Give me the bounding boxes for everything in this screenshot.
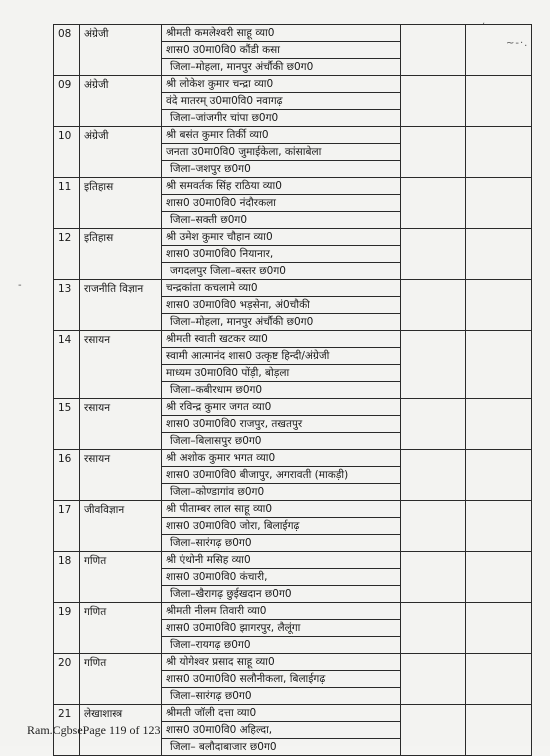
subject-cell: रसायन (80, 331, 162, 399)
teacher-details-cell (162, 229, 401, 280)
detail-line: श्रीमती नीलम तिवारी व्या0 (162, 603, 400, 620)
empty-cell (401, 229, 466, 280)
empty-cell (401, 501, 466, 552)
empty-cell (466, 654, 532, 705)
empty-cell (466, 705, 532, 756)
empty-cell (466, 552, 532, 603)
detail-line: जिला–कबीरधाम छ0ग0 (170, 384, 263, 396)
empty-cell (401, 399, 466, 450)
detail-line: शास0 उ0मा0वि0 जोरा, बिलाईगढ़ (162, 518, 400, 535)
subject-cell: गणित (80, 552, 162, 603)
table-row (54, 501, 532, 552)
subject-cell: जीवविज्ञान (80, 501, 162, 552)
table-row (54, 127, 532, 178)
teacher-details-cell (162, 399, 401, 450)
detail-line: शास0 उ0मा0वि0 झागरपुर, लैलूंगा (162, 620, 400, 637)
table-row (54, 178, 532, 229)
detail-line: श्री बसंत कुमार तिर्की व्या0 (162, 127, 400, 144)
empty-cell (401, 76, 466, 127)
empty-cell (466, 178, 532, 229)
subject-cell: गणित (80, 654, 162, 705)
detail-line: शास0 उ0मा0वि0 नंदौरकला (162, 195, 400, 212)
subject-cell: अंग्रेजी (80, 127, 162, 178)
empty-cell (401, 178, 466, 229)
detail-line: श्री समवर्तक सिंह राठिया व्या0 (162, 178, 400, 195)
page-footer: Ram.CgbsePage 119 of 123 (27, 723, 161, 737)
detail-line: श्री अशोक कुमार भगत व्या0 (162, 450, 400, 467)
detail-line: जिला–कोण्डागांव छ0ग0 (170, 486, 265, 498)
empty-cell (401, 450, 466, 501)
serial-number-cell: 15 (54, 399, 80, 450)
teacher-details-cell (162, 25, 401, 76)
empty-cell (466, 229, 532, 280)
detail-line: शास0 उ0मा0वि0 बीजापुर, अगरावती (माकड़ी) (162, 467, 400, 484)
detail-line: जिला–खैरागढ़ छुईखदान छ0ग0 (170, 588, 292, 600)
teacher-details-cell (162, 654, 401, 705)
detail-line: स्वामी आत्मानंद शास0 उत्कृष्ट हिन्दी/अंग्रेजी (162, 348, 400, 365)
subject-cell: इतिहास (80, 229, 162, 280)
detail-line: जिला–सक्ती छ0ग0 (170, 214, 247, 226)
table-row (54, 654, 532, 705)
table-row (54, 25, 532, 76)
empty-cell (466, 127, 532, 178)
empty-cell (466, 603, 532, 654)
serial-number-cell: 20 (54, 654, 80, 705)
table-row (54, 552, 532, 603)
detail-line: श्री लोकेश कुमार चन्द्रा व्या0 (162, 76, 400, 93)
serial-number-cell: 13 (54, 280, 80, 331)
empty-cell (466, 501, 532, 552)
serial-number-cell: 11 (54, 178, 80, 229)
detail-line: शास0 उ0मा0वि0 सलौनीकला, बिलाईगढ़ (162, 671, 400, 688)
pen-mark: ʻ (482, 22, 486, 33)
detail-line: जिला–मोहला, मानपुर अंर्चौकी छ0ग0 (170, 61, 314, 73)
empty-cell (466, 280, 532, 331)
serial-number-cell: 10 (54, 127, 80, 178)
table-row (54, 229, 532, 280)
teacher-details-cell (162, 501, 401, 552)
detail-line: श्री पीताम्बर लाल साहू व्या0 (162, 501, 400, 518)
detail-line: श्री उमेश कुमार चौहान व्या0 (162, 229, 400, 246)
empty-cell (401, 127, 466, 178)
detail-line: शास0 उ0मा0वि0 कंचारी, (162, 569, 400, 586)
serial-number-cell: 18 (54, 552, 80, 603)
detail-line: वंदे मातरम् उ0मा0वि0 नवागढ़ (162, 93, 400, 110)
detail-line: शास0 उ0मा0वि0 भड़सेना, अं0चौकी (162, 297, 400, 314)
empty-cell (466, 76, 532, 127)
detail-line: चन्द्रकांता कचलामे व्या0 (162, 280, 400, 297)
subject-cell: अंग्रेजी (80, 76, 162, 127)
detail-line: जिला–सारंगढ़ छ0ग0 (170, 537, 252, 549)
detail-line: शास0 उ0मा0वि0 अहिल्दा, (162, 722, 400, 739)
detail-line: जिला–मोहला, मानपुर अंर्चौकी छ0ग0 (170, 316, 314, 328)
detail-line: शास0 उ0मा0वि0 कौंडी कसा (162, 42, 400, 59)
serial-number-cell: 21 (54, 705, 80, 756)
empty-cell (401, 331, 466, 399)
detail-line: जिला–रायगढ़ छ0ग0 (170, 639, 251, 651)
detail-line: जिला– बलौदाबाजार छ0ग0 (170, 741, 277, 753)
table-row (54, 603, 532, 654)
empty-cell (466, 331, 532, 399)
subject-cell: राजनीति विज्ञान (80, 280, 162, 331)
serial-number-cell: 16 (54, 450, 80, 501)
teacher-details-cell (162, 603, 401, 654)
detail-line: शास0 उ0मा0वि0 राजपुर, तखतपुर (162, 416, 400, 433)
detail-line: श्री योगेश्वर प्रसाद साहू व्या0 (162, 654, 400, 671)
empty-cell (401, 603, 466, 654)
teacher-details-cell (162, 76, 401, 127)
teacher-details-cell (162, 331, 401, 399)
pen-mark: - (18, 280, 22, 291)
empty-cell (401, 280, 466, 331)
detail-line: जिला–जशपुर छ0ग0 (170, 163, 251, 175)
empty-cell (466, 399, 532, 450)
teacher-details-cell (162, 280, 401, 331)
pen-mark: ~-·. (506, 38, 529, 49)
detail-line: श्री रविन्द्र कुमार जगत व्या0 (162, 399, 400, 416)
teacher-details-cell (162, 705, 401, 756)
subject-cell: इतिहास (80, 178, 162, 229)
table-row (54, 331, 532, 399)
detail-line: श्रीमती जॉली दत्ता व्या0 (162, 705, 400, 722)
subject-cell: रसायन (80, 450, 162, 501)
serial-number-cell: 19 (54, 603, 80, 654)
empty-cell (401, 654, 466, 705)
subject-cell: रसायन (80, 399, 162, 450)
detail-line: जगदलपुर जिला–बस्तर छ0ग0 (170, 265, 286, 277)
detail-line: शास0 उ0मा0वि0 नियानार, (162, 246, 400, 263)
empty-cell (466, 25, 532, 76)
serial-number-cell: 17 (54, 501, 80, 552)
empty-cell (401, 705, 466, 756)
empty-cell (401, 552, 466, 603)
detail-line: माध्यम उ0मा0वि0 पोंड़ी, बोड़ला (162, 365, 400, 382)
empty-cell (466, 450, 532, 501)
detail-line: जिला–बिलासपुर छ0ग0 (170, 435, 262, 447)
table-row (54, 76, 532, 127)
teacher-list-table (53, 24, 532, 756)
detail-line: श्रीमती स्वाती खटकर व्या0 (162, 331, 400, 348)
serial-number-cell: 14 (54, 331, 80, 399)
detail-line: जनता उ0मा0वि0 जुमाईकेला, कांसाबेला (162, 144, 400, 161)
teacher-details-cell (162, 178, 401, 229)
detail-line: श्री एंथोनी मसिह व्या0 (162, 552, 400, 569)
detail-line: श्रीमती कमलेश्वरी साहू व्या0 (162, 25, 400, 42)
subject-cell: गणित (80, 603, 162, 654)
detail-line: जिला–सारंगढ़ छ0ग0 (170, 690, 252, 702)
teacher-details-cell (162, 552, 401, 603)
serial-number-cell: 12 (54, 229, 80, 280)
table-row (54, 450, 532, 501)
teacher-details-cell (162, 450, 401, 501)
serial-number-cell: 08 (54, 25, 80, 76)
subject-cell: लेखाशास्त्र (80, 705, 162, 756)
detail-line: जिला–जांजगीर चांपा छ0ग0 (170, 112, 279, 124)
table-row (54, 280, 532, 331)
teacher-details-cell (162, 127, 401, 178)
subject-cell: अंग्रेजी (80, 25, 162, 76)
serial-number-cell: 09 (54, 76, 80, 127)
table-row (54, 399, 532, 450)
empty-cell (401, 25, 466, 76)
